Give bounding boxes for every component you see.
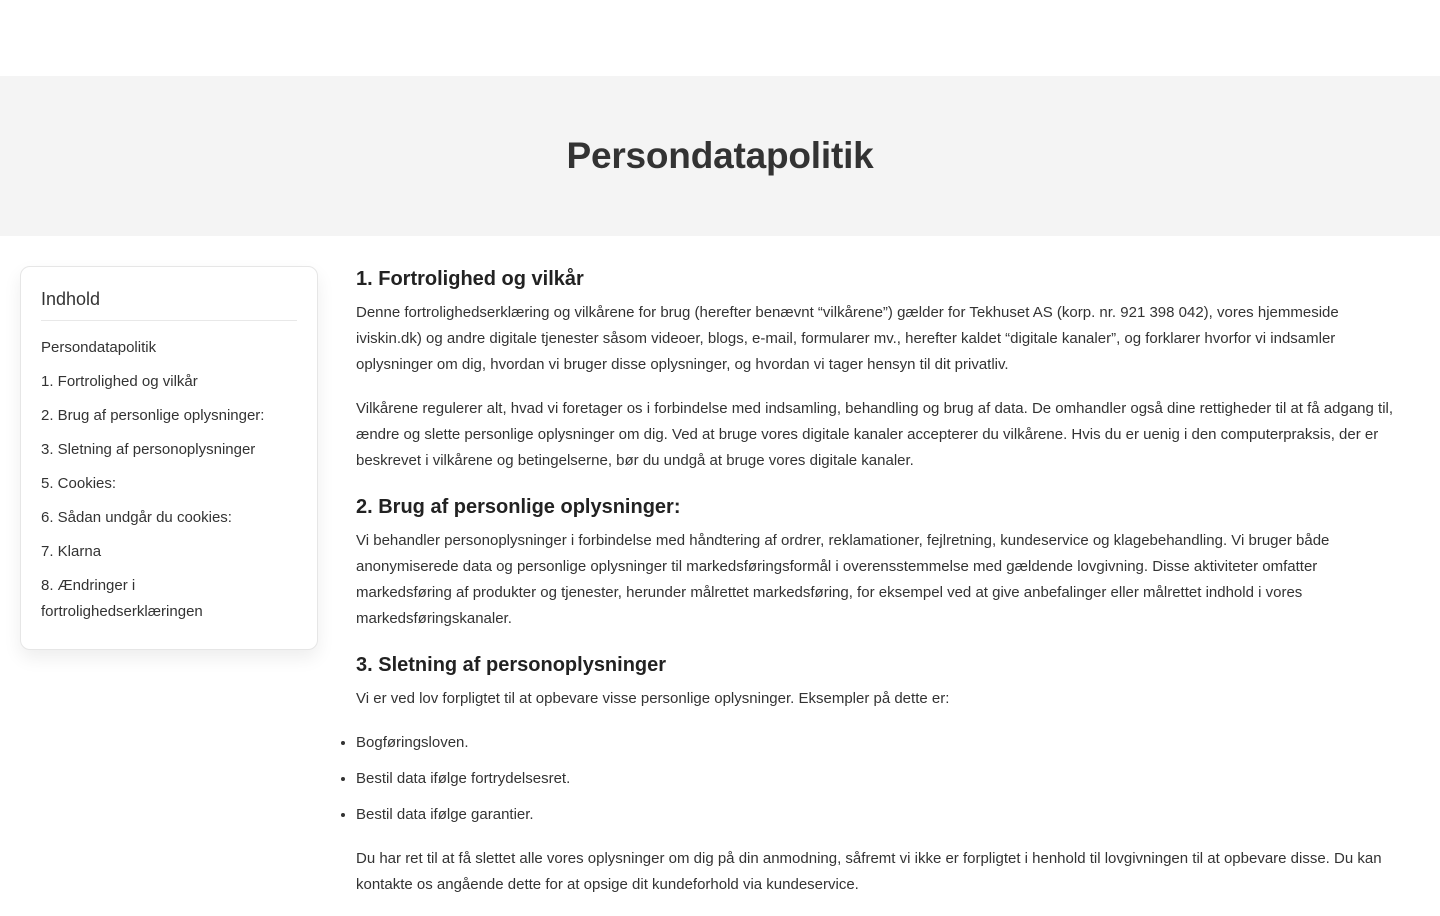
list-item: • Bestil data ifølge fortrydelsesret. (356, 766, 1404, 792)
policy-content (356, 264, 1404, 916)
section-fortrolighed (356, 264, 1404, 474)
table-of-contents (20, 266, 318, 650)
paragraph: Vi er ved lov forpligtet til at opbevare visse personlige oplysninger. Eksempler på dette er: (356, 690, 950, 707)
paragraph: Du har ret til at få slettet alle vores oplysninger om dig på din anmodning, såfremt vi ikke er forpligtet i henhold til lovgivningen til at opbevare disse. Du kan kontakte os angående dette for at opsige dit kundeforhold via kundeservice. (356, 850, 1382, 893)
toc-item-aendringer[interactable]: 8. Ændringer i fortrolighedserklæringen (41, 577, 203, 620)
toc-list (41, 335, 297, 625)
section-heading: 1. Fortrolighed og vilkår (356, 268, 584, 290)
section-heading: 2. Brug af personlige oplysninger: (356, 496, 681, 518)
toc-item-fortrolighed[interactable]: 1. Fortrolighed og vilkår (41, 373, 198, 390)
toc-item-sletning[interactable]: 3. Sletning af personoplysninger (41, 441, 256, 458)
toc-heading: Indhold (41, 289, 297, 321)
section-brug-af-oplysninger (356, 492, 1404, 632)
paragraph: Denne fortrolighedserklæring og vilkårene for brug (herefter benævnt “vilkårene”) gælder for Tekhuset AS (korp. nr. 921 398 042), vores hjemmeside iviskin.dk) og andre digitale tjenester såsom videoer, blogs, e-mail, formularer mv., herefter kaldet “digitale kanaler”, og forklarer hvorfor vi indsamler oplysninger om dig, hvordan vi bruger disse oplysninger, og hvordan vi tager hensyn til dit privatliv. (356, 304, 1339, 373)
paragraph: Vi behandler personoplysninger i forbindelse med håndtering af ordrer, reklamationer, fejlretning, kundeservice og klagebehandling. Vi bruger både anonymiserede data og personlige oplysninger til markedsføringsformål i overensstemmelse med gældende lovgivning. Disse aktiviteter omfatter markedsføring af produkter og tjenester, herunder målrettet markedsføring, for eksempel ved at give anbefalinger eller målrettet indhold i vores markedsføringskanaler. (356, 532, 1330, 627)
toc-item-cookies[interactable]: 5. Cookies: (41, 475, 117, 492)
section-sletning (356, 650, 1404, 898)
page-title: Persondatapolitik (566, 135, 874, 176)
toc-item-undgaa-cookies[interactable]: 6. Sådan undgår du cookies: (41, 509, 232, 526)
section-heading: 3. Sletning af personoplysninger (356, 654, 667, 676)
toc-item-brug-af-oplysninger[interactable]: 2. Brug af personlige oplysninger: (41, 407, 265, 424)
toc-item-persondatapolitik[interactable]: Persondatapolitik (41, 339, 157, 356)
paragraph: Vilkårene regulerer alt, hvad vi foretager os i forbindelse med indsamling, behandling og brug af data. De omhandler også dine rettigheder til at få adgang til, ændre og slette personlige oplysninger om dig. Ved at bruge vores digitale kanaler accepterer du vilkårene. Hvis du er uenig i den computerpraksis, der er beskrevet i vilkårene og betingelserne, bør du undgå at bruge vores digitale kanaler. (356, 400, 1394, 469)
bullet-list (356, 730, 1404, 828)
page-hero (0, 76, 1440, 236)
toc-item-klarna[interactable]: 7. Klarna (41, 543, 102, 560)
main-layout (0, 236, 1440, 900)
top-header-bar (0, 0, 1440, 76)
list-item: • Bestil data ifølge garantier. (356, 802, 1404, 828)
list-item: • Bogføringsloven. (356, 730, 1404, 756)
